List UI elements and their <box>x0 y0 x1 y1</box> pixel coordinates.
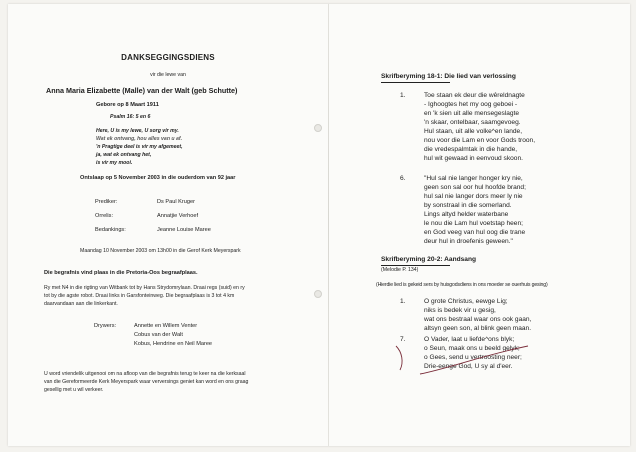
verse-line: "Hul sal nie langer honger kry nie, <box>424 175 523 182</box>
verse-line: nou voor die Lam en voor Gods troon, <box>424 137 536 144</box>
verse-line: 'n skaar, ontelbaar, saamgevoeg. <box>424 119 521 126</box>
melody-reference: (Melodie P. 134) <box>381 267 419 273</box>
verse-line: Drie-eenge God, U sy al d'eer. <box>424 363 513 370</box>
invitation-line: gesellig met u wil verkeer. <box>44 387 104 393</box>
verse-number: 1. <box>400 92 406 99</box>
verse-line: O grote Christus, eewge Lig; <box>424 298 508 305</box>
verse-line: Lings altyd helder waterbane <box>424 211 509 218</box>
verse-line: en God veeg van hul oog die trane <box>424 229 526 236</box>
psalm-reference: Psalm 16: 5 en 6 <box>110 114 151 120</box>
officiant-label: Prediker: <box>95 199 118 205</box>
officiant-name: Jeanne Louise Maree <box>157 227 211 233</box>
burial-directions-line: daarvandaan aan die linkerkant. <box>44 301 118 307</box>
service-title: DANKSEGGINGSDIENS <box>121 53 215 62</box>
verse-line: Hul staan, uit alle volke^en lande, <box>424 128 523 135</box>
burial-directions-line: tot by die agste robot. Draai links in Garsfonteinweg. Die begraafplaas is 3 tot 4 km <box>44 293 235 299</box>
officiant-name: Annatjie Verhoef <box>157 213 199 219</box>
verse-line: - Ighoogtes het my oog geboei - <box>424 101 518 108</box>
driver-name: Annette en Willem Venter <box>134 323 198 329</box>
verse-line: geen son sal oor hul hoofde brand; <box>424 184 526 191</box>
pen-stroke <box>420 346 528 374</box>
service-subtitle: vir die lewe van <box>150 72 186 78</box>
officiant-name: Ds Paul Kruger <box>157 199 195 205</box>
burial-directions-line: Ry met N4 in die rigting van Witbank tot by Hans Strydomrylaan. Draai regs (suid) en ry <box>44 285 245 291</box>
verse-line: en 'k sien uit alle mensegeslagte <box>424 110 520 117</box>
reading1-subtitle: : Die lied van verlossing <box>440 73 516 80</box>
verse-line: le nou die Lam hul voetstap heen; <box>424 220 523 227</box>
psalm-line: Here, U is my lewe, U sorg vir my. <box>96 128 179 134</box>
verse-number: 1. <box>400 298 406 305</box>
psalm-line: ja, wat ek ontvang het, <box>96 152 152 158</box>
verse-line: o Seun, maak ons u beeld gelyk; <box>424 345 520 352</box>
verse-line: hul sal nie langer dors meer ly nie <box>424 193 523 200</box>
drivers-label: Drywers: <box>94 323 117 329</box>
driver-name: Kobus, Hendrine en Neil Maree <box>134 341 213 347</box>
psalm-line: Wat ek ontvang, hou alles van u af. <box>96 136 183 142</box>
verse-line: o Gees, send u vertroosting neer; <box>424 354 522 361</box>
birth-date: Gebore op 8 Maart 1911 <box>96 102 159 108</box>
verse-number: 6. <box>400 175 406 182</box>
invitation-line: van die Gereformeerde Kerk Meyerspark waar verversings geniet kan word en ons graag <box>44 379 249 385</box>
verse-line: niks is bedek vir u gesig, <box>424 307 496 314</box>
psalm-line: is vir my mooi. <box>96 160 133 166</box>
verse-line: O Vader, laat u liefde^ons blyk; <box>424 336 515 343</box>
verse-line: by sonstraal in die somerland. <box>424 202 512 209</box>
death-date: Ontslaap op 5 November 2003 in die ouderdom van 92 jaar <box>80 175 236 181</box>
pen-stroke <box>396 346 402 370</box>
reading2-title: Skrifberyming 20-2 <box>381 256 441 263</box>
burial-heading: Die begrafnis vind plaas in die Pretoria-Oos begraafplaas. <box>44 270 198 276</box>
officiant-label: Orrelis: <box>95 213 114 219</box>
hymn-note: (Hierdie lied is gekeid sers by huisgodsdiens in ons moeder se ouerhuis gesing) <box>376 282 548 288</box>
invitation-line: U word vriendelik uitgenooi om na afloop van die begrafnis terug te keer na die kerksaal <box>44 371 246 377</box>
deceased-name: Anna Maria Elizabette (Malle) van der Walt (geb Schutte) <box>46 86 238 95</box>
verse-line: die vredespalmtak in die hande, <box>424 146 518 153</box>
verse-line: hul wit gewaad in eenvoud skoon. <box>424 155 523 162</box>
verse-line: Toe staan ek deur die wêreldnagte <box>424 92 525 99</box>
verse-line: deur hul in droefenis geween." <box>424 238 513 245</box>
service-time: Maandag 10 November 2003 om 13h00 in die Gerof Kerk Meyerspark <box>80 248 241 254</box>
officiant-label: Bedankings: <box>95 227 126 233</box>
verse-line: wat ons bestraal waar ons ook gaan, <box>424 316 532 323</box>
verse-line: altsyn geen son, al blink geen maan. <box>424 325 532 332</box>
reading1-title: Skrifberyming 18-1 <box>381 73 441 80</box>
reading2-subtitle: : Aandsang <box>440 256 477 263</box>
verse-number: 7. <box>400 336 406 343</box>
driver-name: Cobus van der Walt <box>134 332 183 338</box>
psalm-line: 'n Pragtige deel is vir my afgemeet, <box>96 144 183 150</box>
